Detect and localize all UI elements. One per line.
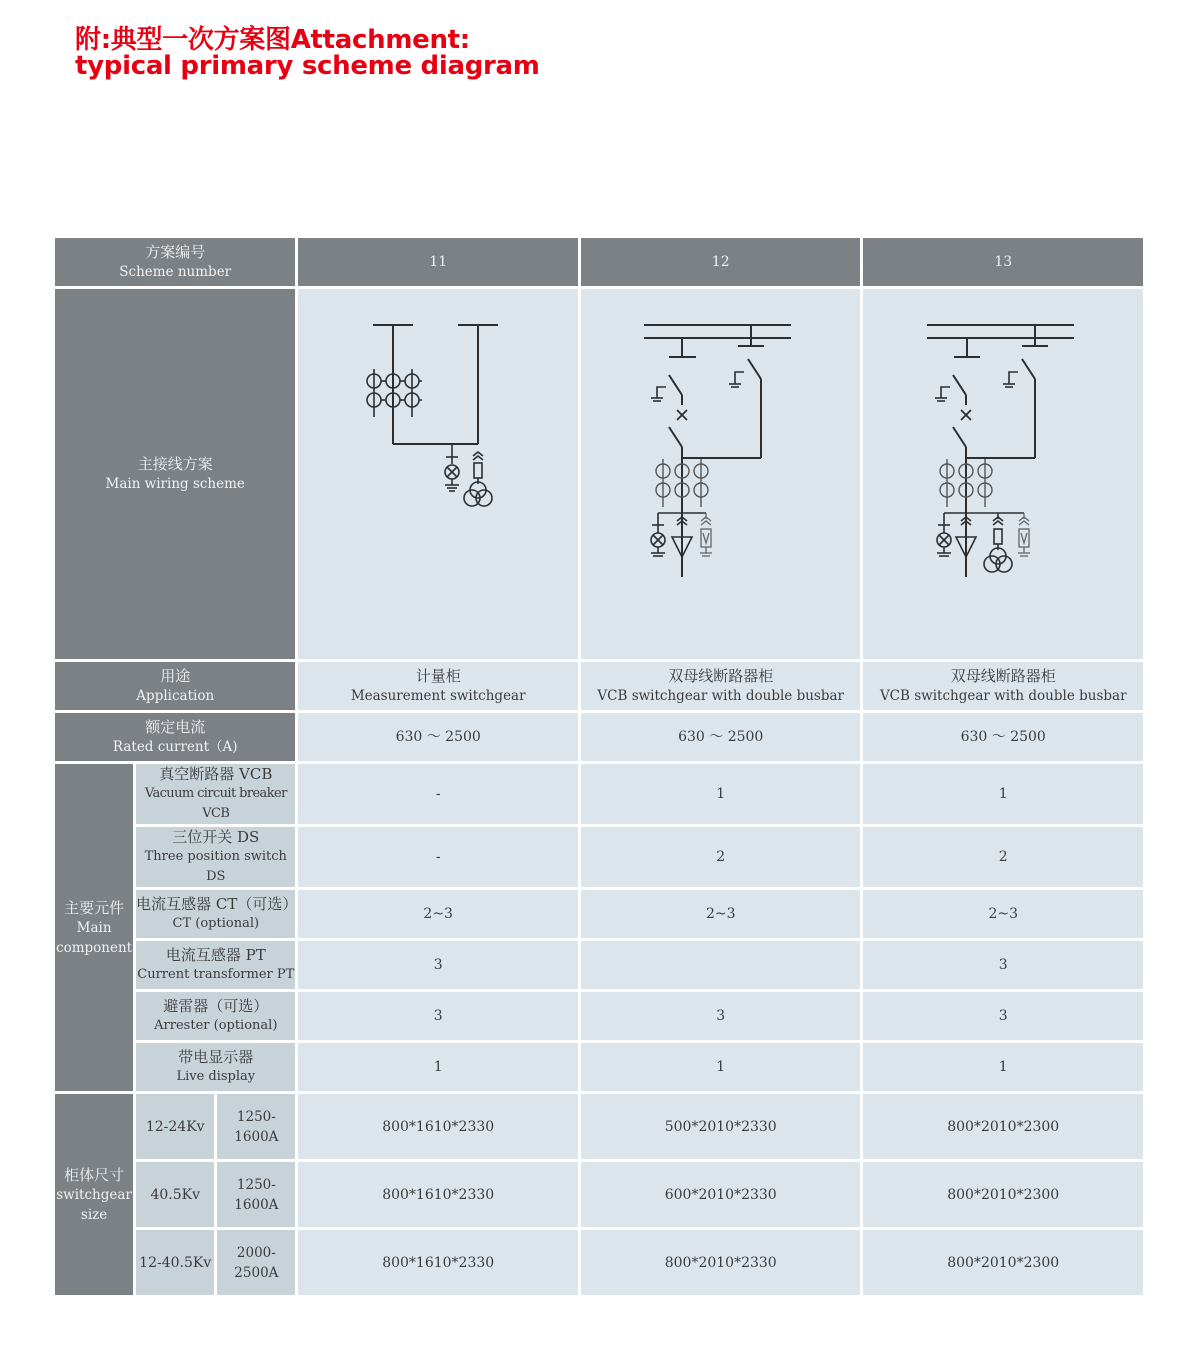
scheme-table <box>52 235 1146 1298</box>
label-en: Measurement switchgear <box>350 688 526 704</box>
component-value: 3 <box>863 941 1143 989</box>
component-value: 3 <box>581 992 861 1040</box>
component-value: 1 <box>863 764 1143 824</box>
label-en: 1250- <box>236 1108 276 1125</box>
label-en: CT (optional) <box>172 916 260 931</box>
component-row <box>55 1043 1143 1091</box>
label-en: VCB switchgear with double busbar <box>879 688 1127 704</box>
component-value: 2 <box>863 827 1143 887</box>
label-cn: 主接线方案 <box>137 455 213 473</box>
component-value: 1 <box>298 1043 578 1091</box>
earthing-switch-icon <box>651 375 682 405</box>
scheme-number-11: 11 <box>298 238 578 286</box>
label-en: VCB switchgear with double busbar <box>597 688 844 704</box>
component-label-live-display <box>136 1043 295 1091</box>
component-value: - <box>298 764 578 824</box>
size-value: 800*1610*2330 <box>298 1094 578 1159</box>
wiring-diagram-13 <box>863 289 1143 659</box>
double-busbar-vcb-diagram <box>581 289 860 659</box>
size-voltage: 12-40.5Kv <box>136 1230 214 1295</box>
measurement-cabinet-diagram <box>299 289 578 659</box>
label-cn: 计量柜 <box>415 667 461 685</box>
label-cn: 带电显示器 <box>178 1048 254 1066</box>
size-row <box>55 1162 1143 1227</box>
ct-group-icon <box>367 369 422 417</box>
label-en: Vacuum circuit breaker VCB <box>144 786 287 821</box>
size-value: 800*2010*2300 <box>863 1230 1143 1295</box>
rated-current-13: 630 ～ 2500 <box>863 713 1143 761</box>
disconnector-icon <box>729 359 761 458</box>
application-13 <box>863 662 1143 710</box>
size-current <box>217 1230 295 1295</box>
live-display-icon <box>445 444 459 491</box>
size-value: 500*2010*2330 <box>581 1094 861 1159</box>
circuit-breaker-icon <box>961 410 971 420</box>
component-row <box>55 764 1143 824</box>
scheme-number-12: 12 <box>581 238 861 286</box>
scheme-number-13: 13 <box>863 238 1143 286</box>
size-value: 800*2010*2300 <box>863 1162 1143 1227</box>
switchgear-size-label <box>55 1094 133 1295</box>
label-en: Application <box>136 688 215 704</box>
component-value: 2~3 <box>581 890 861 938</box>
size-current <box>217 1094 295 1159</box>
circuit-breaker-icon <box>677 410 687 420</box>
size-row <box>55 1230 1143 1295</box>
label-cn: 主要元件 <box>64 898 125 917</box>
label-cn: 三位开关 DS <box>172 828 260 846</box>
component-label-vcb <box>136 764 295 824</box>
label-en: 2500A <box>234 1264 279 1281</box>
application-12 <box>581 662 861 710</box>
rated-current-label <box>55 713 295 761</box>
component-value: 3 <box>298 992 578 1040</box>
label-en: Main wiring scheme <box>105 476 245 492</box>
component-label-ds <box>136 827 295 887</box>
label-en: Main <box>76 919 112 936</box>
pt-transformer-icon <box>984 513 1012 572</box>
component-value: 1 <box>863 1043 1143 1091</box>
label-cn: 柜体尺寸 <box>64 1165 125 1184</box>
label-en: Rated current（A) <box>112 739 238 755</box>
size-voltage: 40.5Kv <box>136 1162 214 1227</box>
component-label-arrester <box>136 992 295 1040</box>
voltage-indicator-icon <box>1018 513 1030 556</box>
size-voltage: 12-24Kv <box>136 1094 214 1159</box>
component-label-ct <box>136 890 298 938</box>
live-display-icon <box>651 513 665 556</box>
live-display-icon <box>937 513 951 556</box>
page-title <box>75 27 540 79</box>
label-cn: 电流互感器 CT（可选） <box>136 895 298 913</box>
size-value: 800*2010*2330 <box>581 1230 861 1295</box>
main-wiring-label <box>55 289 295 659</box>
pt-transformer-icon <box>464 452 492 506</box>
main-wiring-row <box>55 289 1143 659</box>
component-value: - <box>298 827 578 887</box>
rated-current-11: 630 ～ 2500 <box>298 713 578 761</box>
size-value: 800*1610*2330 <box>298 1230 578 1295</box>
disconnector-icon <box>1003 359 1035 458</box>
scheme-number-label <box>55 238 295 286</box>
scheme-number-row <box>55 238 1143 286</box>
component-label-pt <box>136 941 295 989</box>
label-en: 1600A <box>234 1128 279 1145</box>
voltage-indicator-icon <box>700 513 712 556</box>
label-en: 1250- <box>236 1176 276 1193</box>
component-value: 2 <box>581 827 861 887</box>
application-row <box>55 662 1143 710</box>
component-value: 2~3 <box>863 890 1143 938</box>
component-row <box>55 827 1143 887</box>
label-en: Scheme number <box>119 264 232 280</box>
title-line-2: typical primary scheme diagram <box>75 51 540 81</box>
label-en: Live display <box>176 1069 256 1084</box>
label-en: 2000- <box>236 1244 276 1261</box>
label-cn: 避雷器（可选） <box>163 997 269 1015</box>
label-cn: 双母线断路器柜 <box>668 667 774 685</box>
component-value <box>581 941 861 989</box>
label-en: Arrester (optional) <box>154 1018 278 1033</box>
application-11 <box>298 662 578 710</box>
double-busbar-vcb-pt-diagram <box>864 289 1143 659</box>
label-cn: 真空断路器 VCB <box>159 765 273 783</box>
size-current <box>217 1162 295 1227</box>
component-value: 3 <box>863 992 1143 1040</box>
label-en: 1600A <box>234 1196 279 1213</box>
label-cn: 方案编号 <box>145 243 206 261</box>
label-en: switchgear <box>56 1186 132 1203</box>
label-en: Current transformer PT <box>137 967 295 982</box>
component-row <box>55 992 1143 1040</box>
component-value: 3 <box>298 941 578 989</box>
wiring-diagram-11 <box>298 289 578 659</box>
title-line-1: 附:典型一次方案图Attachment: <box>75 25 470 55</box>
component-row <box>55 941 1143 989</box>
label-en: size <box>80 1206 108 1223</box>
earthing-switch-icon <box>935 375 966 405</box>
component-value: 1 <box>581 1043 861 1091</box>
size-value: 600*2010*2330 <box>581 1162 861 1227</box>
size-row <box>55 1094 1143 1159</box>
label-en: component <box>56 939 133 956</box>
rated-current-row <box>55 713 1143 761</box>
component-value: 1 <box>581 764 861 824</box>
label-cn: 用途 <box>160 667 191 685</box>
rated-current-12: 630 ～ 2500 <box>581 713 861 761</box>
label-cn: 额定电流 <box>145 718 206 736</box>
component-value: 2~3 <box>298 890 578 938</box>
component-row <box>55 890 1143 938</box>
wiring-diagram-12 <box>581 289 861 659</box>
application-label <box>55 662 295 710</box>
label-en: Three position switch DS <box>144 849 287 884</box>
label-cn: 双母线断路器柜 <box>950 667 1056 685</box>
size-value: 800*2010*2300 <box>863 1094 1143 1159</box>
label-cn: 电流互感器 PT <box>165 946 266 964</box>
size-value: 800*1610*2330 <box>298 1162 578 1227</box>
main-component-label <box>55 764 133 1091</box>
